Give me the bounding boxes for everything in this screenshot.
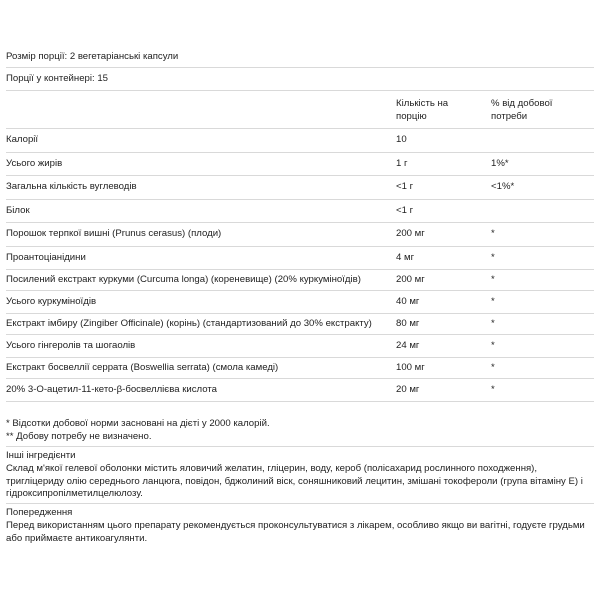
row-dv: <1%* xyxy=(491,176,594,200)
row-name: Загальна кількість вуглеводів xyxy=(6,176,396,200)
table-header xyxy=(6,98,594,129)
row-amount: 4 мг xyxy=(396,246,491,270)
row-amount: 100 мг xyxy=(396,358,491,379)
footnotes xyxy=(6,418,596,444)
row-name: Порошок терпкої вишні (Prunus cerasus) (плоди) xyxy=(6,223,396,247)
row-name: Посилений екстракт куркуми (Curcuma longa) (кореневище) (20% куркуміноїдів) xyxy=(6,270,396,291)
footnote-not-established: ** Добову потребу не визначено. xyxy=(6,430,152,442)
row-name: Екстракт імбиру (Zingiber Officinale) (корінь) (стандартизований до 30% екстракту) xyxy=(6,314,396,335)
row-amount: <1 г xyxy=(396,176,491,200)
table-row xyxy=(6,246,594,270)
other-ingredients-title: Інші інгредієнти xyxy=(6,450,76,461)
table-row xyxy=(6,152,594,176)
header-amount: Кількість на порцію xyxy=(396,98,491,129)
table-row xyxy=(6,314,594,335)
row-dv xyxy=(491,129,594,153)
table-row xyxy=(6,176,594,200)
table-row xyxy=(6,129,594,153)
divider xyxy=(6,446,594,447)
row-name: Білок xyxy=(6,199,396,223)
table-row xyxy=(6,334,594,358)
row-amount: <1 г xyxy=(396,199,491,223)
other-ingredients xyxy=(6,450,596,501)
row-name: 20% 3-O-ацетил-11-кето-β-босвеллієва кислота xyxy=(6,378,396,402)
table-row xyxy=(6,378,594,402)
row-name: Проантоціанідини xyxy=(6,246,396,270)
table-row xyxy=(6,270,594,291)
row-amount: 1 г xyxy=(396,152,491,176)
row-dv: * xyxy=(491,378,594,402)
row-name: Екстракт босвеллії серрата (Boswellia serrata) (смола камеді) xyxy=(6,358,396,379)
table-row xyxy=(6,223,594,247)
table-row xyxy=(6,358,594,379)
row-amount: 10 xyxy=(396,129,491,153)
row-dv: * xyxy=(491,314,594,335)
row-dv: * xyxy=(491,334,594,358)
row-name: Усього гінгеролів та шогаолів xyxy=(6,334,396,358)
row-dv: * xyxy=(491,246,594,270)
warnings-title: Попередження xyxy=(6,507,73,518)
row-amount: 200 мг xyxy=(396,270,491,291)
row-name: Калорії xyxy=(6,129,396,153)
warnings xyxy=(6,507,596,545)
row-dv: * xyxy=(491,223,594,247)
table-row xyxy=(6,199,594,223)
row-amount: 24 мг xyxy=(396,334,491,358)
other-ingredients-text: Склад м'якої гелевої оболонки містить яловичий желатин, гліцерин, воду, кероб (полісахарид рослинного походження), тригліцериду олію середнього ланцюга, повідон, бджолиний віск, соняшниковий лецитин, змішані токофероли (група вітаміну E) і гідроксипропілметилцелюлозу. xyxy=(6,462,583,500)
table-row xyxy=(6,290,594,314)
servings-per-container: Порції у контейнері: 15 xyxy=(6,73,109,84)
row-dv: 1%* xyxy=(491,152,594,176)
row-amount: 20 мг xyxy=(396,378,491,402)
row-dv xyxy=(491,199,594,223)
serving-size: Розмір порції: 2 вегетаріанські капсули xyxy=(6,51,179,62)
divider xyxy=(6,90,594,91)
header-dv: % від добової потреби xyxy=(491,98,594,129)
divider xyxy=(6,67,594,68)
row-name: Усього куркуміноїдів xyxy=(6,290,396,314)
row-dv: * xyxy=(491,270,594,291)
warnings-text: Перед використанням цього препарату рекомендується проконсультуватися з лікарем, особливо якщо ви вагітні, годуєте грудьми або приймаєте антикоагулянти. xyxy=(6,519,585,544)
footnote-dv: * Відсотки добової норми засновані на дієті у 2000 калорій. xyxy=(6,418,270,429)
nutrition-table xyxy=(6,98,594,402)
row-amount: 200 мг xyxy=(396,223,491,247)
row-amount: 40 мг xyxy=(396,290,491,314)
row-dv: * xyxy=(491,358,594,379)
row-dv: * xyxy=(491,290,594,314)
row-name: Усього жирів xyxy=(6,152,396,176)
row-amount: 80 мг xyxy=(396,314,491,335)
divider xyxy=(6,503,594,504)
